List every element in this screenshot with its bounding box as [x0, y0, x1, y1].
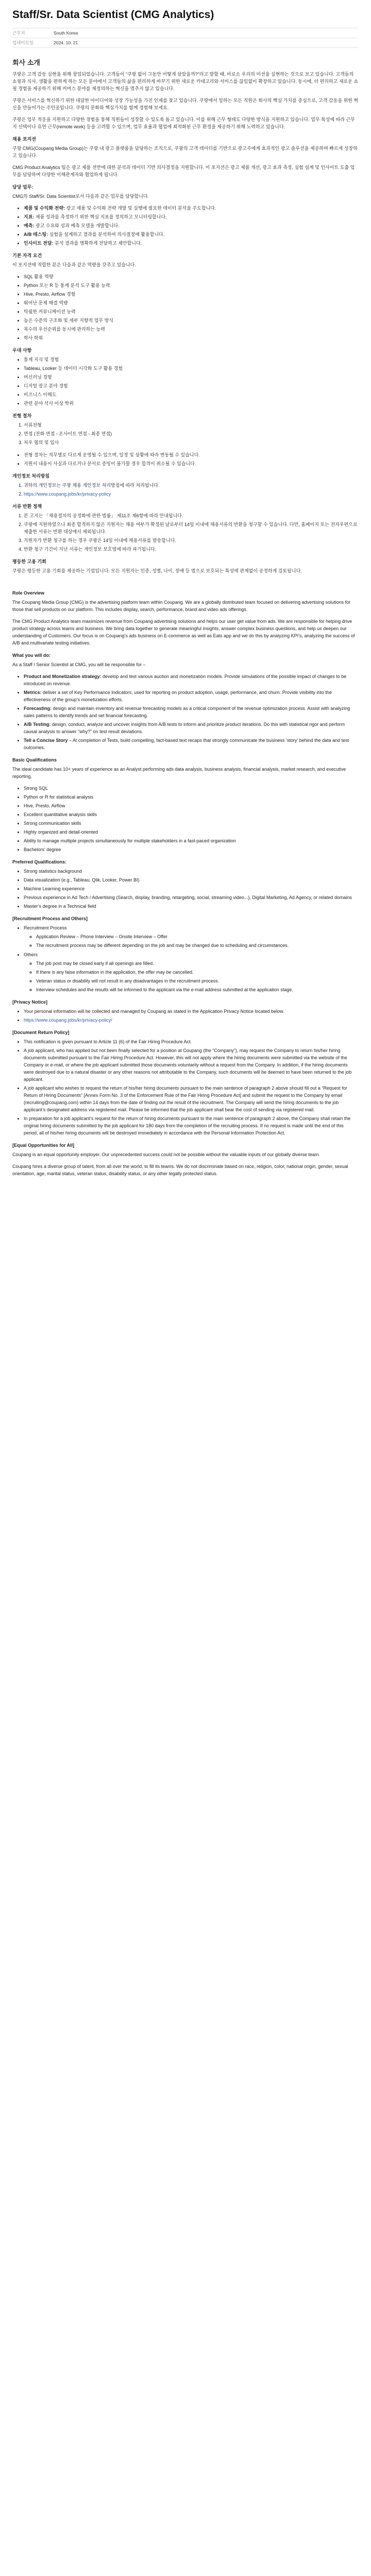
list-item: ◦ Veteran status or disability will not result in any disadvantages in the recruitment process.: [36, 977, 359, 985]
bullet-list: [24, 960, 359, 993]
list-item: • 지표: 제품 성과를 측정하기 위한 핵심 지표를 정의하고 모니터링합니다.: [24, 213, 359, 221]
list-item: • 디지털 광고 분야 경험: [24, 382, 359, 389]
subheading: [Equal Opportunities for All]: [12, 1143, 75, 1148]
list-item: • Your personal information will be collected and managed by Coupang as stated in the Application Privacy Notice located below.: [24, 1008, 359, 1015]
list-item: • Previous experience in Ad Tech / Advertising (Search, display, branding, retargeting, social, streaming video...), Digital Marketing, Ad Agency, or related domains: [24, 894, 359, 901]
list-item: • Strong statistics background: [24, 868, 359, 875]
list-item: 1. 귀하의 개인정보는 쿠팡 채용 개인정보 처리방침에 따라 처리됩니다.: [24, 482, 359, 489]
subheading: Role Overview: [12, 590, 45, 596]
bullet-list: [24, 933, 359, 949]
list-item: • 관련 분야 석사 이상 학위: [24, 400, 359, 407]
list-item: • SQL 활용 역량: [24, 273, 359, 280]
paragraph: Coupang hires a diverse group of talent, from all over the world, to fill its teams. We do not discriminate based on race, religion, color, national origin, gender, sexual orientation, age, marital status, veteran status, disability status, or any other legally protected status.: [12, 1164, 348, 1176]
paragraph: 쿠팡은 서비스를 혁신하기 위한 대담한 아이디어와 성장 가능성을 가진 인재를 찾고 있습니다. 쿠팡에서 일하는 모든 직원은 회사의 핵심 가치를 중심으로, 고객 감동을 위한 혁신을 만들어가는 주인공입니다. 쿠팡의 문화와 핵심가치를 함께 경험해 보세요.: [12, 98, 359, 110]
list-item: • Tableau, Looker 등 데이터 시각화 도구 활용 경험: [24, 365, 359, 372]
list-item: • Highly organized and detail-oriented: [24, 828, 359, 836]
list-item: ◦ If there is any false information in the application, the offer may be cancelled.: [36, 969, 359, 976]
list-item: • 예측: 광고 수요와 성과 예측 모델을 개발합니다.: [24, 222, 359, 229]
job-posting: [0, 0, 371, 1197]
list-item: ◦ The job post may be closed early if all openings are filled.: [36, 960, 359, 967]
subheading: [Document Return Policy]: [12, 1030, 70, 1035]
meta-label: 업데이트일: [12, 40, 34, 45]
list-item: • 머신러닝 경험: [24, 374, 359, 381]
subheading: 채용 포지션: [12, 137, 36, 142]
meta-row-location: [12, 28, 359, 38]
list-item: ◦ The recruitment process may be different depending on the job and may be changed due to scheduling and circumstances.: [36, 942, 359, 949]
list-item: 2. 쿠팡에 지원하였으나 최종 합격하지 않은 지원자는 채용 여부가 확정된 날로부터 14일 이내에 채용서류의 반환을 청구할 수 있습니다. 다만, 홈페이지 또는 전자우편으로 제출한 서류는 반환 대상에서 제외됩니다.: [24, 521, 359, 535]
section-heading: 회사 소개: [12, 59, 40, 66]
korean-section: [12, 59, 359, 574]
meta-value: 2024. 10. 21: [54, 40, 78, 45]
list-item: • 인사이트 전달: 분석 결과를 명확하게 전달하고 제안합니다.: [24, 240, 359, 247]
subheading: 전형 절차: [12, 413, 32, 418]
list-item: • In preparation for a job applicant’s request for the return of hiring documents pursuant to the main sentence of paragraph 2 above, the Company shall retain the original hiring documents submitted by the job applicant for 180 days from the completion of the recruiting process. If no request is made until the end of this period, all of his/her hiring documents will be destroyed immediately in accordance with the Personal Information Protection Act.: [24, 1115, 359, 1137]
list-item: • A/B 테스팅: 실험을 설계하고 결과를 분석하여 의사결정에 활용합니다.: [24, 231, 359, 238]
list-item: • 통계 지식 및 경험: [24, 356, 359, 363]
bullet-list: [12, 924, 359, 993]
meta-value: South Korea: [54, 30, 78, 36]
list-item: • Bachelors’ degree: [24, 846, 359, 853]
list-item: • 지원서 내용이 사실과 다르거나 문서로 증빙이 불가할 경우 합격이 취소될 수 있습니다.: [24, 460, 359, 467]
paragraph: 이 포지션에 적합한 분은 다음과 같은 역량을 갖추고 있습니다.: [12, 262, 136, 267]
list-item: ◦ Application Review – Phone Interview – Onsite Interview – Offer: [36, 933, 359, 940]
paragraph: The Coupang Media Group (CMG) is the advertising platform team within Coupang. We are a globally distributed team focused on delivering advertising solutions for those that sell products on our platform. This includes display, search, performance, brand and video ads offerings.: [12, 600, 351, 612]
numbered-list: [12, 482, 359, 498]
list-item: • 학사 학위: [24, 334, 359, 342]
subheading: 개인정보 처리방침: [12, 473, 50, 479]
meta-row-updated: [12, 38, 359, 48]
list-item: [24, 490, 359, 498]
numbered-list: [12, 421, 359, 446]
list-item: • This notification is given pursuant to Article 11 (6) of the Fair Hiring Procedure Act.: [24, 1038, 359, 1045]
paragraph: The CMG Product Analytics team maximizes revenue from Coupang advertising solutions and helps our user get value from ads. We are responsible for helping drive product strategy across teams and business. We bring data together to generate meaningful insights, answer complex business questions, and help us deepen our understanding of Customers. Our focus is on Coupang’s ads business on E-commerce as well as Eats app and we do this by analyzing KPI’s, analyzing the success of A/B and multivariate testing initiatives.: [12, 619, 355, 646]
numbered-list: [12, 512, 359, 553]
privacy-policy-link[interactable]: https://www.coupang.jobs/kr/privacy-policy: [24, 492, 111, 497]
list-item: • Master’s degree in a Technical field: [24, 903, 359, 910]
list-item: • Strong SQL: [24, 785, 359, 792]
bullet-list: [12, 785, 359, 853]
list-item: [24, 1016, 359, 1024]
list-item: • Tell a Concise Story – At completion of Tests, build compelling, fact-based text recaps that strongly communicate the business ‘story’ behind the data and test outcomes.: [24, 737, 359, 751]
list-item: • 탁월한 커뮤니케이션 능력: [24, 308, 359, 315]
list-item: • Data visualization (e.g., Tableau, Qlik, Looker, Power BI): [24, 876, 359, 884]
subheading: 담당 업무:: [12, 184, 33, 190]
list-item: • Strong communication skills: [24, 820, 359, 827]
paragraph: 쿠팡 CMG(Coupang Media Group)는 쿠팡 내 광고 플랫폼을 담당하는 조직으로, 쿠팡의 고객 데이터를 기반으로 광고주에게 효과적인 광고 솔루션을 제공하며 빠르게 성장하고 있습니다.: [12, 146, 358, 158]
list-item: • A job applicant, who has applied but not been finally selected for a position at Coupang (the “Company”), may request the Company to return his/her hiring documents submitted pursuant to the Fair Hiring Procedure Act. However, this will not apply where the hiring documents were submitted via the website of the Company or e-mail, or where the job applicant submitted those documents voluntarily without a request from the Company. In addition, if the hiring documents were destroyed due to a natural disaster or any other reasons not attributable to the Company, such documents will be deemed to have been returned to the job applicant.: [24, 1047, 359, 1083]
subheading: 서류 반환 정책: [12, 504, 42, 509]
list-item: • Recruitment Process ◦ Application Review – Phone Interview – Onsite Interview – Offer ◦ The recruitment process may be different depending on the job and may be changed due to scheduling and circumstances.: [24, 924, 359, 949]
paragraph: Coupang is an equal opportunity employer. Our unprecedented success could not be possible without the valuable inputs of our globally diverse team.: [12, 1152, 320, 1157]
bullet-list: [12, 673, 359, 751]
list-item: • 제품 및 수익화 전략: 광고 제품 및 수익화 전략 개발 및 실행에 필요한 데이터 분석을 주도합니다.: [24, 205, 359, 212]
privacy-policy-link[interactable]: https://www.coupang.jobs/kr/privacy-policy/: [24, 1018, 112, 1023]
list-item: • 복수의 우선순위를 동시에 관리하는 능력: [24, 326, 359, 333]
list-item: • Python or R for statistical analysis: [24, 793, 359, 801]
subheading: [Privacy Notice]: [12, 999, 48, 1005]
paragraph: As a Staff / Senior Scientist at CMG, you will be responsible for –: [12, 662, 146, 667]
list-item: • Excellent quantitative analysis skills: [24, 811, 359, 818]
bullet-list: [12, 1038, 359, 1137]
list-item: ◦ Interview schedules and the results will be informed to the applicant via the e-mail address submitted at the application stage.: [36, 986, 359, 993]
bullet-list: [12, 451, 359, 467]
list-item: • Python 또는 R 등 통계 분석 도구 활용 능력: [24, 282, 359, 289]
list-item: • Others ◦ The job post may be closed early if all openings are filled. ◦ If there is any false information in the application, the offer may be cancelled. ◦ Veteran status or disability will not result in any disadvantages in the recruitment process. ◦ Interview schedules and the results will be informed to the applicant via the e-mail address submitted at the application stage.: [24, 951, 359, 993]
bullet-list: [12, 1008, 359, 1024]
list-item: • A/B Testing: design, conduct, analyze and uncover insights from A/B tests to inform and prioritize product iterations. Do this with statistical rigor and perform causal analysis to answer “why?” on test result deviations.: [24, 721, 359, 735]
list-item: • Ability to manage multiple projects simultaneously for multiple stakeholders in a fast-paced organization: [24, 837, 359, 844]
list-item: • Machine Learning experience: [24, 885, 359, 892]
subheading: What you will do:: [12, 653, 50, 658]
subheading: [Recruitment Process and Others]: [12, 916, 88, 921]
paragraph: The ideal candidate has 10+ years of experience as an Analyst performing ads data analysis, business analysis, financial analysis, market research, and executive reporting.: [12, 767, 346, 779]
meta-label: 근무지: [12, 30, 25, 36]
list-item: 3. 처우 협의 및 입사: [24, 439, 359, 446]
paragraph: CMG의 Staff/Sr. Data Scientist로서 다음과 같은 업무를 담당합니다.: [12, 194, 149, 199]
meta-table: [12, 28, 359, 48]
list-item: • Hive, Presto, Airflow: [24, 802, 359, 809]
subheading: 평등한 고용 기회: [12, 559, 46, 564]
list-item: • Product and Monetization strategy: develop and test various auction and monetization models. Provide simulations of the possible impact of changes to be introduced on revenue.: [24, 673, 359, 687]
bullet-list: [12, 205, 359, 247]
paragraph: CMG Product Analytics 팀은 광고 제품 전반에 대한 분석과 데이터 기반 의사결정을 지원합니다. 이 포지션은 광고 제품 개선, 광고 효과 측정, 실험 설계 및 인사이트 도출 업무를 담당하며 다양한 이해관계자와 협업하게 됩니다.: [12, 165, 355, 177]
bullet-list: [12, 868, 359, 910]
paragraph: 쿠팡은 평등한 고용 기회를 제공하는 기업입니다. 모든 지원자는 인종, 성별, 나이, 장애 등 법으로 보호되는 특성에 관계없이 공정하게 검토됩니다.: [12, 568, 302, 573]
page-title: Staff/Sr. Data Scientist (CMG Analytics): [12, 9, 214, 21]
paragraph: 쿠팡은 업무 적응을 지원하고 다양한 경험을 통해 직원들이 성장할 수 있도록 돕고 있습니다. 이를 위해 근무 형태도 다양한 방식을 지원하고 있습니다. 업무 특성에 따라 근무지 선택이나 유연 근무(remote work) 등을 고려할 수 있으며, 업무 효율과 협업에 최적화된 근무 환경을 제공하기 위해 노력하고 있습니다.: [12, 117, 355, 129]
list-item: • A job applicant who wishes to request the return of his/her hiring documents pursuant to the main sentence of paragraph 2 above should fill out a “Request for Return of Hiring Documents” [Annex Form No. 3 of the Enforcement Rule of the Fair Hiring Procedure Act] and submit the request to the Company by email (recruiting@coupang.com) within 14 days from the date of finding out the result of the recruitment. The Company will send the hiring documents to the job applicant’s designated address via registered mail. Please be informed that the job applicant shall bear the cost of sending via registered mail.: [24, 1084, 359, 1113]
list-item: 4. 반환 청구 기간이 지난 서류는 개인정보 보호법에 따라 파기됩니다.: [24, 546, 359, 553]
subheading: Preferred Qualifications:: [12, 859, 67, 865]
list-item: • 뛰어난 문제 해결 역량: [24, 299, 359, 307]
list-item: 2. 면접 (전화 면접 - 온사이트 면접 - 최종 면접): [24, 430, 359, 437]
english-section: [12, 589, 359, 1177]
list-item: 3. 지원자가 반환 청구를 하는 경우 쿠팡은 14일 이내에 채용서류를 발송합니다.: [24, 537, 359, 544]
subheading: 기본 자격 요건: [12, 253, 42, 258]
list-item: 1. 본 고지는 「채용절차의 공정화에 관한 법률」 제11조 제6항에 따라 안내됩니다.: [24, 512, 359, 519]
list-item: • Hive, Presto, Airflow 경험: [24, 291, 359, 298]
list-item: • 높은 수준의 구조화 및 세부 지향적 업무 방식: [24, 317, 359, 324]
list-item: • Metrics: deliver a set of Key Performance Indicators, used for reporting on product adoption, usage, performance, and churn. Provide visibility into the effectiveness of the group’s monetization efforts.: [24, 689, 359, 703]
paragraph: 쿠팡은 고객 감동 실현을 위해 창업되었습니다. 고객들이 “쿠팡 없이 그동안 어떻게 살았을까?”라고 말할 때, 비로소 우리의 미션을 실현하는 것으로 보고 있습니다. 고객들의 쇼핑과 식사, 생활을 편하게 하는 모든 분야에서 고객들의 삶을 편리하게 바꾸기 위한 새로운 카테고리와 서비스를 끊임없이 확장하고 있습니다. 동시에, 더 편리하고 새로운 쇼핑 경험을 제공하기 위해 커머스 분야를 재정의하는 혁신을 멈추지 않고 있습니다.: [12, 72, 359, 91]
list-item: • 전형 절차는 직무별로 다르게 운영될 수 있으며, 일정 및 상황에 따라 변동될 수 있습니다.: [24, 451, 359, 459]
list-item: 1. 서류전형: [24, 421, 359, 429]
subheading: Basic Qualifications: [12, 757, 57, 762]
list-item: • 비즈니스 이해도: [24, 391, 359, 398]
list-item: • Forecasting: design and maintain inventory and revenue forecasting models as a critical component of the revenue optimization process. Assist with analyzing sales patterns to identify trends and set financial forecasting.: [24, 705, 359, 719]
bullet-list: [12, 356, 359, 407]
subheading: 우대 사항: [12, 348, 32, 353]
bullet-list: [12, 273, 359, 342]
